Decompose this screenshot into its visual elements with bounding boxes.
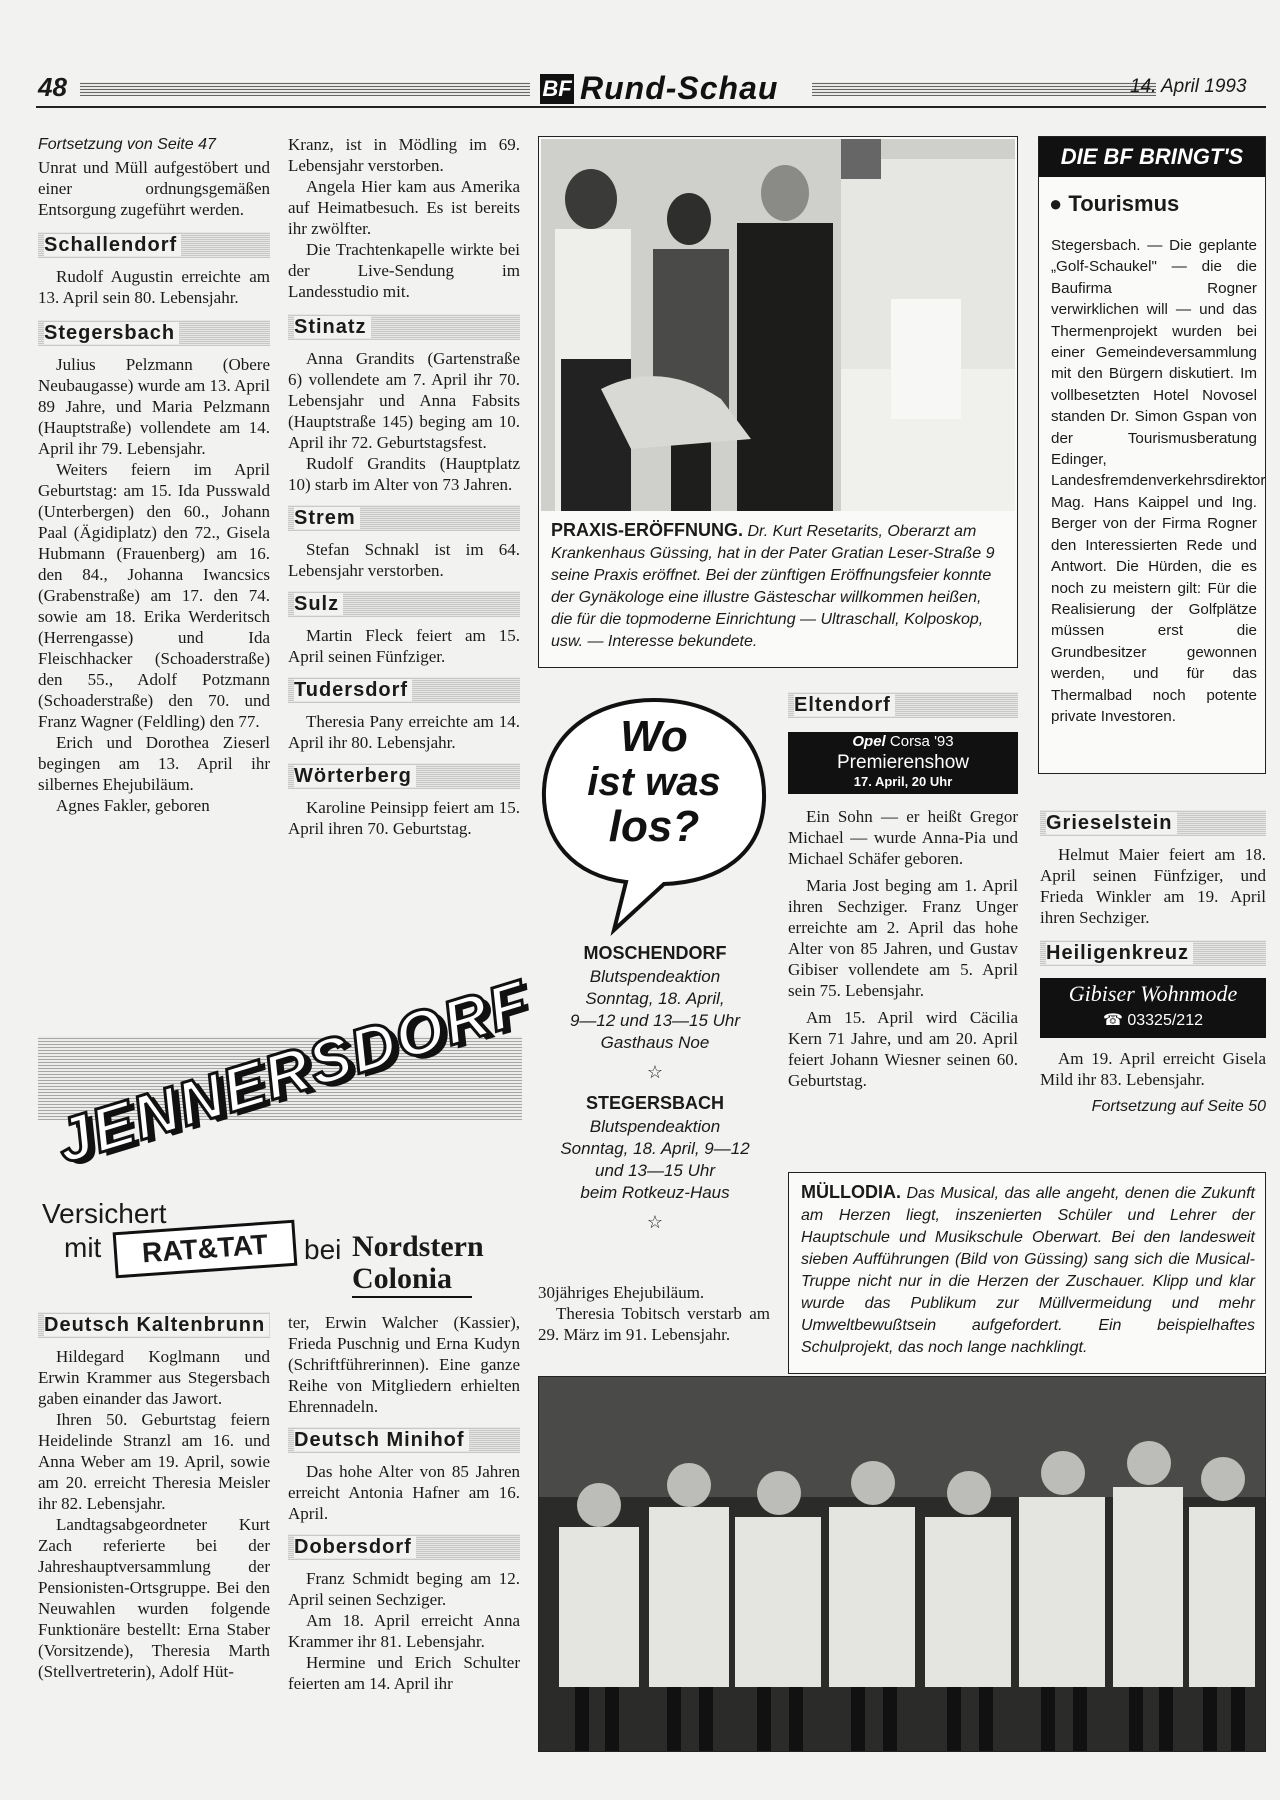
article-text: Ihren 50. Geburtstag feiern Heidelinde Stranzl am 16. und Anna Weber am 19. April, sowie am 20. erreicht Theresia Meisler ihr 82. Lebensjahr. [38,1410,270,1513]
article-text: Karoline Peinsipp feiert am 15. April ihren 70. Geburtstag. [288,798,520,838]
ad-opel-line [788,732,1018,752]
column-2 [288,134,520,839]
article-text: Am 19. April erreicht Gisela Mild ihr 83. Lebensjahr. [1040,1049,1266,1089]
article-text: Am 15. April wird Cäcilia Kern 71 Jahre, und am 20. April feiert Johann Wiesner seinen 60. Geburtstag. [788,1008,1018,1090]
article-text: Martin Fleck feiert am 15. April seinen Fünfziger. [288,626,520,666]
article-text: Ein Sohn — er heißt Gregor Michael — wurde Anna-Pia und Michael Schäfer geboren. [788,807,1018,868]
bubble-line-2: ist was [587,760,721,804]
header-rule-right [812,82,1156,96]
section-head-stegersbach: Stegersbach [38,320,270,346]
article-text: Unrat und Müll aufgestöbert und einer ordnungsgemäßen Entsorgung zugeführt werden. [38,158,270,219]
section-head-deutsch-minihof: Deutsch Minihof [288,1427,520,1453]
topic-label: Tourismus [1068,191,1180,216]
ad-opel-title: Premierenshow [837,752,969,773]
events-tail [538,1282,770,1345]
event-place: MOSCHENDORF [583,943,727,963]
ad-opel-date: 17. April, 20 Uhr [853,774,953,789]
event-line: und 13—15 Uhr [594,1161,716,1180]
column-2-bottom [288,1312,520,1694]
jennersdorf-title: JENNERSDORF [48,967,538,1177]
article-text: Julius Pelzmann (Obere Neubaugasse) wurde am 13. April 89 Jahre, und Maria Pelzmann (Hauptstraße) vollendete am 14. April ihr 79. Lebensjahr. [38,355,270,458]
ad-opel [788,732,1018,794]
issue-date: 14. April 1993 [1130,76,1247,97]
ad-opel-model: Corsa '93 [889,733,954,750]
masthead-title: Rund-Schau [580,70,779,106]
bubble-line-3: los? [608,802,700,851]
article-text: Helmut Maier feiert am 18. April seinen Fünfziger, und Frieda Winkler am 19. April ihren Sechziger. [1040,845,1266,927]
section-head-deutsch-kaltenbrunn: Deutsch Kaltenbrunn [38,1312,270,1338]
event-line: Blutspendeaktion [589,1117,721,1136]
section-head-strem: Strem [288,505,520,531]
photo-box-praxis [538,136,1018,668]
ad-line-versichert: Versichert [42,1198,167,1229]
event-line: Sonntag, 18. April, 9—12 [560,1139,750,1158]
article-text: Agnes Fakler, geboren [56,796,210,815]
article-text: Rudolf Augustin erreichte am 13. April sein 80. Lebensjahr. [38,267,270,307]
article-text: Hermine und Erich Schulter feierten am 14. April ihr [288,1653,520,1693]
sidebar-topic [1049,191,1179,217]
column-1 [38,134,270,816]
star-icon: ☆ [646,1212,664,1232]
praxis-photo [541,139,1015,511]
event-line: Gasthaus Noe [600,1033,710,1052]
section-head-schallendorf: Schallendorf [38,232,270,258]
article-text: Erich und Dorothea Zieserl begingen am 13. April ihr silbernes Ehejubiläum. [38,733,270,794]
page-number: 48 [38,72,67,102]
page-header [36,70,1266,110]
article-text: Die Trachtenkapelle wirkte bei der Live-Sendung im Landesstudio mit. [288,240,520,301]
sidebar-banner: DIE BF BRINGT'S [1039,137,1265,177]
section-head-sulz: Sulz [288,591,520,617]
article-text: Angela Hier kam aus Amerika auf Heimatbesuch. Es ist bereits ihr zwölfter. [288,177,520,238]
ad-gibiser-phone: ☎ 03325/212 [1102,1012,1203,1029]
continued-to: Fortsetzung auf Seite 50 [1091,1098,1266,1115]
speech-bubble [534,690,774,940]
bullet-icon: ● [1049,191,1063,216]
article-text: Theresia Pany erreichte am 14. April ihr 80. Lebensjahr. [288,712,520,752]
ad-opel-brand: Opel [852,733,886,750]
article-text: Stefan Schnakl ist im 64. Lebensjahr verstorben. [288,540,520,580]
muellodia-head: MÜLLODIA. [801,1182,901,1202]
bubble-line-1: Wo [620,712,688,761]
section-head-stinatz: Stinatz [288,314,520,340]
ad-nordstern-2: Colonia [352,1262,472,1298]
article-text: Hildegard Koglmann und Erwin Krammer aus Stegersbach gaben einander das Jawort. [38,1347,270,1408]
ad-rat-tat-logo: RAT&TAT [113,1220,298,1279]
header-underline [36,106,1266,108]
caption-head: PRAXIS-ERÖFFNUNG. [551,520,744,540]
article-text: Am 18. April erreicht Anna Krammer ihr 81. Lebensjahr. [288,1611,520,1651]
section-head-grieselstein: Grieselstein [1040,810,1266,836]
musical-photo-drawing [539,1377,1265,1751]
section-head-dobersdorf: Dobersdorf [288,1534,520,1560]
article-text: Weiters feiern im April Geburtstag: am 15. Ida Pusswald (Unterbergen) den 60., Johann Paal (Ägidiplatz) den 72., Gisela Hubmann (Frauenberg) am 16. den 84., Johanna Iwancsics (Grabenstraße) am 17. den 74. sowie am 18. Erika Werderitsch (Herrengasse) und Ida Fleischhacker (Schoaderstraße) den 55., Adolf Potzmann (Schoaderstraße) den 70. und Franz Wagner (Feldling) den 77. [38,460,270,731]
article-text: Kranz, ist in Mödling im 69. Lebensjahr verstorben. [288,135,520,175]
ad-line-mit: mit [64,1232,102,1263]
muellodia-box [788,1172,1266,1374]
section-head-woerterberg: Wörterberg [288,763,520,789]
event-line: beim Rotkeuz-Haus [580,1183,730,1202]
column-1-bottom [38,1312,270,1682]
section-head-eltendorf: Eltendorf [788,692,1018,718]
article-text: Anna Grandits (Gartenstraße 6) vollendete am 7. April ihr 70. Lebensjahr und Anna Fabsits (Hauptstraße 145) beging am 10. April ihr 72. Geburtstagsfest. [288,349,520,452]
article-text: Franz Schmidt beging am 12. April seinen Sechziger. [288,1569,520,1609]
praxis-caption [551,519,1007,653]
star-icon: ☆ [646,1062,664,1082]
event-line: 9—12 und 13—15 Uhr [569,1011,741,1030]
continued-from: Fortsetzung von Seite 47 [38,136,216,153]
column-4 [1040,810,1266,1117]
article-text: 30jähriges Ehejubiläum. [538,1283,705,1302]
events-list [538,940,772,1240]
section-head-heiligenkreuz: Heiligenkreuz [1040,940,1266,966]
musical-photo [538,1376,1266,1752]
section-head-tudersdorf: Tudersdorf [288,677,520,703]
muellodia-caption [801,1181,1255,1359]
column-eltendorf [788,692,1018,1091]
ad-gibiser-name: Gibiser Wohnmode [1068,981,1238,1006]
sidebar-text: Stegersbach. — Die geplante „Golf-Schaukel" — die die Baufirma Rogner verwirklichen will — und das Thermenprojekt wurden bei einer Gemeindeversammlung mit den Bürgern diskutiert. Im vollbesetzten Hotel Novosel standen Dr. Simon Gspan von der Tourismusberatung Edinger, Landesfremdenverkehrsdirektor Mag. Hans Kaippel und Ing. Berger von der Firma Rogner den Interessierten Rede und Antwort. Die Hürden, die es noch zu meistern gilt: Für die Realisierung der Golfplätze müssen erst die Grundbesitzer gewonnen werden, und für das Thermalbad noch potente private Investoren. [1051,237,1266,725]
bubble-text [554,714,754,850]
article-text: ter, Erwin Walcher (Kassier), Frieda Puschnig und Erna Kudyn (Schriftführerinnen). Eine ganze Reihe von Mitgliedern erhielten Ehrennadeln. [288,1313,520,1416]
muellodia-text: Das Musical, das alle angeht, denen die Zukunft am Herzen liegt, inszenierten Schüler und Lehrer der Hauptschule und Musikschule Oberwart. Bei den landesweit sieben Aufführungen (Bild von Güssing) sang sich die Musical-Truppe nicht nur in die Herzen der Zuschauer. Klipp und klar wurde das Publikum zur Müllvermeidung und mehr Umweltbewußtsein aufgefordert. Ein beispielhaftes Schulprojekt, das noch lange nachklingt. [801,1185,1255,1356]
praxis-photo-drawing [541,139,1015,511]
article-text: Maria Jost beging am 1. April ihren Sechziger. Franz Unger erreichte am 2. April das hohe Alter von 85 Jahren, und Gustav Gibiser vollendete am 5. April sein 75. Lebensjahr. [788,876,1018,1000]
header-rule-left [80,82,530,96]
article-text: Rudolf Grandits (Hauptplatz 10) starb im Alter von 73 Jahren. [288,454,520,494]
article-text: Landtagsabgeordneter Kurt Zach referierte bei der Jahreshauptversammlung der Pensionisten-Ortsgruppe. Bei den Neuwahlen wurden folgende Funktionäre bestellt: Erna Staber (Vorsitzende), Theresia Marth (Stellvertreterin), Adolf Hüt- [38,1515,270,1681]
event-place: STEGERSBACH [585,1093,724,1113]
event-line: Blutspendeaktion [589,967,721,986]
ad-line-bei: bei [304,1234,342,1265]
ad-nordstern [38,1196,522,1304]
event-line: Sonntag, 18. April, [585,989,725,1008]
bf-logo: BF [540,74,574,104]
article-text: Theresia Tobitsch verstarb am 29. März im 91. Lebensjahr. [538,1304,770,1344]
caption-text: Dr. Kurt Resetarits, Oberarzt am Krankenhaus Güssing, hat in der Pater Gratian Leser-Straße 9 seine Praxis eröffnet. Bei der zünftigen Eröffnungsfeier konnte der Gynäkologe eine illustre Gästeschar willkommen heißen, die für die topmoderne Einrichtung — Ultraschall, Kolposkop, usw. — Interesse bekundete. [551,523,995,650]
article-text: Das hohe Alter von 85 Jahren erreicht Antonia Hafner am 16. April. [288,1462,520,1523]
ad-gibiser [1040,978,1266,1038]
ad-nordstern-1: Nordstern [352,1230,484,1263]
sidebar-bf-bringts [1038,136,1266,774]
